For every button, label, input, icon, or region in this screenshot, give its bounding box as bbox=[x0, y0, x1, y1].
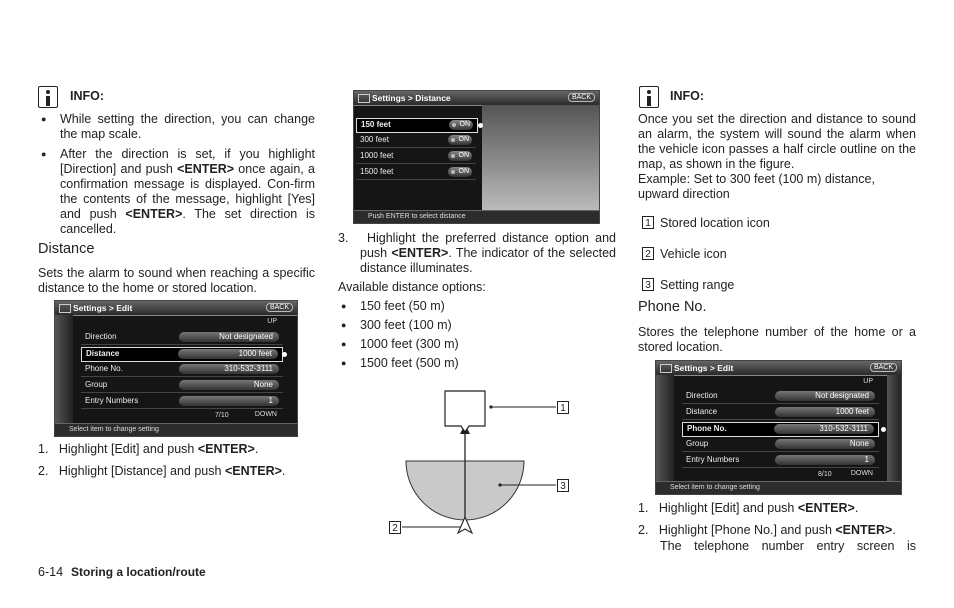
option-150: 150 feet ON bbox=[356, 118, 478, 133]
section-title-distance: Distance bbox=[38, 241, 95, 257]
settings-distance-screenshot: Settings > Distance BACK 150 feet ON 300 feet ON 1000 feet ON 1500 feet ON Push ENTER to select distance bbox=[353, 90, 600, 224]
row-direction: Direction Not designated bbox=[81, 331, 283, 345]
row-entry-numbers: Entry Numbers 1 bbox=[682, 454, 879, 468]
info-title: INFO: bbox=[670, 89, 705, 103]
row-distance: Distance 1000 feet bbox=[81, 347, 283, 362]
settings-edit-screenshot: Settings > Edit BACK UP Direction Not designated Distance 1000 feet Phone No. 310-532-3111 Group None Entry Numbers 1 7/10 DOWN Select item to change setting bbox=[54, 300, 298, 437]
page-number: 6-14 bbox=[38, 565, 64, 579]
distance-option: ● 150 feet (50 m) bbox=[338, 299, 598, 314]
page-footer bbox=[38, 565, 206, 579]
row-phone: Phone No. 310-532-3111 bbox=[682, 422, 879, 437]
row-phone: Phone No. 310-532-3111 bbox=[81, 363, 283, 377]
option-1000: 1000 feet ON bbox=[356, 150, 476, 164]
phone-step-2: 2. Highlight [Phone No.] and push <ENTER>. bbox=[638, 523, 896, 537]
info-bullet-list bbox=[38, 112, 315, 237]
back-button: BACK bbox=[870, 363, 897, 372]
distance-option: ● 1000 feet (300 m) bbox=[338, 337, 598, 352]
info-bullet: ● While setting the direction, you can change the map scale. bbox=[38, 112, 315, 142]
distance-option: ● 1500 feet (500 m) bbox=[338, 356, 598, 371]
info-paragraph: Once you set the direction and distance to sound an alarm, the system will sound the alarm when the vehicle icon passes a half circle outline on the map, as shown in the figure. bbox=[638, 112, 916, 171]
distance-option: ● 300 feet (100 m) bbox=[338, 318, 598, 333]
info-bullet: ● After the direction is set, if you highlight [Direction] and push <ENTER> once again, a confirmation message is displayed. Con-firm the contents of the message, highlight [Yes] and push <ENTER>. The set direction is cancelled. bbox=[38, 147, 315, 237]
alarm-range-figure bbox=[380, 380, 580, 542]
info-icon bbox=[38, 86, 58, 108]
legend-label-3: Setting range bbox=[660, 278, 735, 292]
distance-options-list bbox=[338, 299, 598, 371]
settings-icon bbox=[358, 94, 370, 103]
figure-label-2: 2 bbox=[389, 521, 401, 534]
phone-step-1: 1. Highlight [Edit] and push <ENTER>. bbox=[638, 501, 859, 515]
info-title: INFO: bbox=[70, 89, 105, 103]
legend-num-3: 3 bbox=[642, 278, 654, 291]
settings-edit-phone-screenshot: Settings > Edit BACK UP Direction Not designated Distance 1000 feet Phone No. 310-532-3111 Group None Entry Numbers 1 8/10 DOWN Select item to change setting bbox=[655, 360, 902, 495]
step-2: 2. Highlight [Distance] and push <ENTER>. bbox=[38, 464, 286, 478]
section-title-phone: Phone No. bbox=[638, 299, 707, 315]
legend-num-1: 1 bbox=[642, 216, 654, 229]
settings-icon bbox=[660, 364, 672, 373]
figure-label-1: 1 bbox=[557, 401, 569, 414]
options-intro: Available distance options: bbox=[338, 280, 486, 294]
phone-description: Stores the telephone number of the home or a stored location. bbox=[638, 325, 916, 354]
row-distance: Distance 1000 feet bbox=[682, 406, 879, 420]
option-1500: 1500 feet ON bbox=[356, 166, 476, 180]
chapter-title: Storing a location/route bbox=[71, 565, 206, 579]
row-entry-numbers: Entry Numbers 1 bbox=[81, 395, 283, 409]
legend-num-2: 2 bbox=[642, 247, 654, 260]
stored-location-icon bbox=[445, 391, 485, 432]
legend-label-1: Stored location icon bbox=[660, 216, 770, 230]
option-300: 300 feet ON bbox=[356, 134, 476, 148]
phone-step-2-continued: The telephone number entry screen is bbox=[660, 539, 916, 553]
figure-label-3: 3 bbox=[557, 479, 569, 492]
info-example: Example: Set to 300 feet (100 m) distance, upward direction bbox=[638, 172, 875, 201]
row-group: Group None bbox=[81, 379, 283, 393]
step-1: 1. Highlight [Edit] and push <ENTER>. bbox=[38, 442, 259, 456]
legend-label-2: Vehicle icon bbox=[660, 247, 727, 261]
back-button: BACK bbox=[568, 93, 595, 102]
info-icon bbox=[639, 86, 659, 108]
row-direction: Direction Not designated bbox=[682, 390, 879, 404]
step-3: 3. Highlight the preferred distance option and push <ENTER>. The indicator of the selected distance illuminates. bbox=[338, 231, 617, 275]
distance-description: Sets the alarm to sound when reaching a specific distance to the home or stored location. bbox=[38, 266, 315, 295]
back-button: BACK bbox=[266, 303, 293, 312]
settings-icon bbox=[59, 304, 71, 313]
row-group: Group None bbox=[682, 438, 879, 452]
